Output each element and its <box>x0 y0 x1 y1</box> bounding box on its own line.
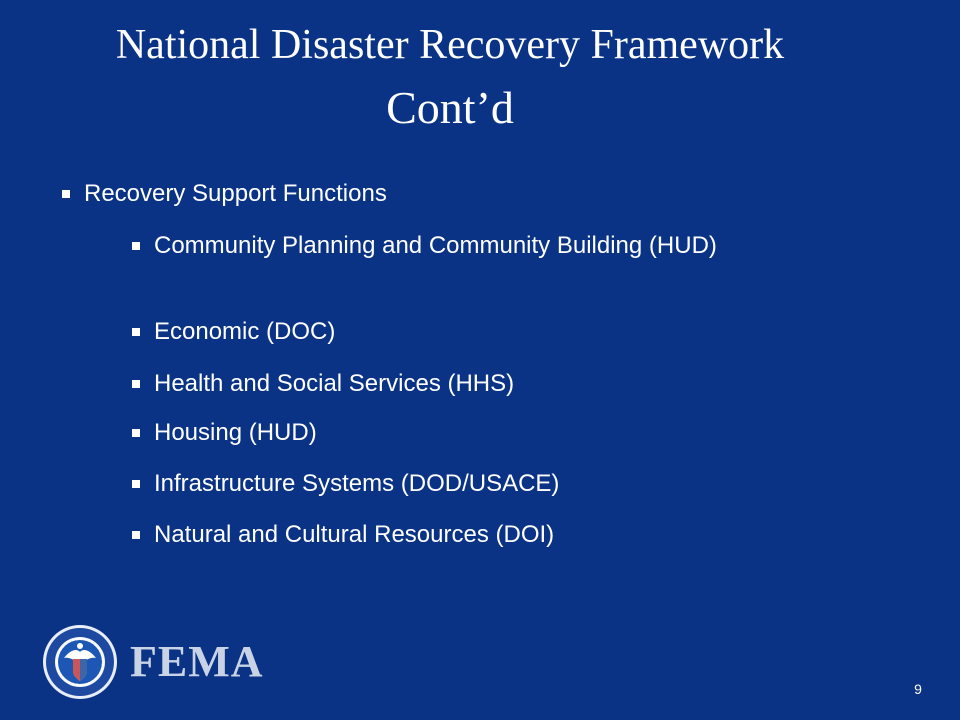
square-bullet-icon <box>132 380 140 388</box>
sub-bullet <box>132 518 814 552</box>
dhs-seal-icon <box>42 624 118 700</box>
page-number: 9 <box>914 681 922 697</box>
sub-bullet-text: Infrastructure Systems (DOD/USACE) <box>154 470 560 497</box>
square-bullet-icon <box>62 190 70 198</box>
sub-bullet-text: Community Planning and Community Building (HUD) <box>154 232 717 259</box>
main-bullet-text: Recovery Support Functions <box>84 180 387 207</box>
square-bullet-icon <box>132 531 140 539</box>
sub-bullet <box>132 467 814 501</box>
fema-logo-text: FEMA <box>130 637 264 686</box>
title-line-2: Cont’d <box>386 82 514 133</box>
main-bullet <box>62 177 387 211</box>
square-bullet-icon <box>132 429 140 437</box>
square-bullet-icon <box>132 328 140 336</box>
square-bullet-icon <box>132 242 140 250</box>
sub-bullet <box>132 315 814 349</box>
sub-bullet-text: Health and Social Services (HHS) <box>154 370 515 397</box>
sub-bullet <box>132 229 814 263</box>
sub-bullet <box>132 416 814 450</box>
title-line-1: National Disaster Recovery Framework <box>115 22 785 68</box>
sub-bullet-text: Economic (DOC) <box>154 318 336 345</box>
sub-bullet-text: Natural and Cultural Resources (DOI) <box>154 521 555 548</box>
sub-bullet-text: Housing (HUD) <box>154 419 317 446</box>
square-bullet-icon <box>132 480 140 488</box>
sub-bullet <box>132 367 814 401</box>
